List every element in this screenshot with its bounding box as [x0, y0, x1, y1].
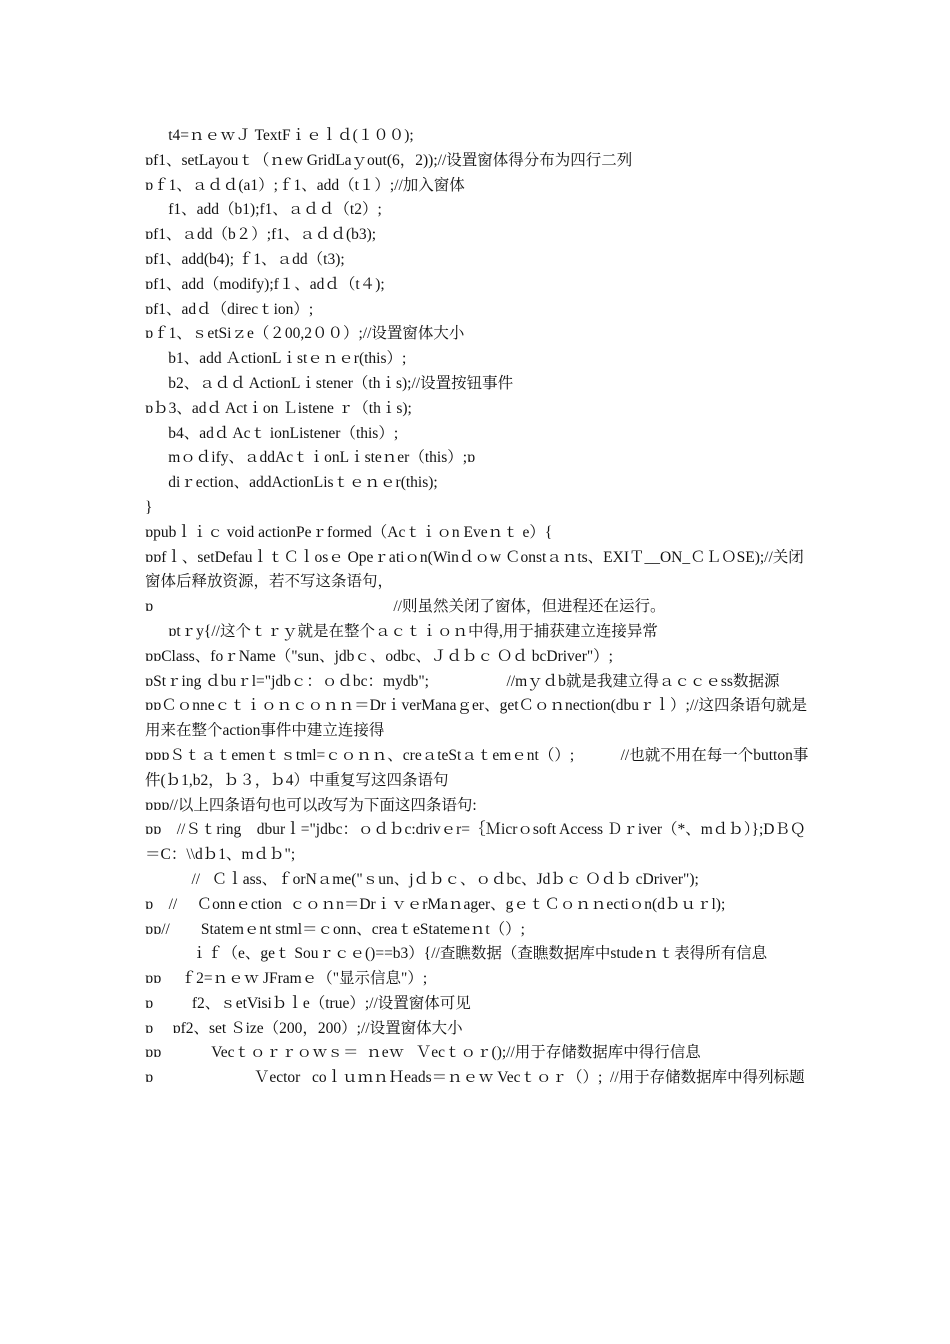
code-line-7: ɒf1、add（modify);f１、adｄ（t４); — [145, 275, 385, 293]
code-line-19: ɒ //则虽然关闭了窗体，但进程还在运行。 — [145, 598, 666, 616]
code-line-18: ɒɒfｌ、setDefauｌｔＣｌosｅ Opeｒatiｏn(Winｄｏw Ｃonstａｎts、EXIＴ__ON_ＣＬＯSE);//关闭窗体后释放资源，若不写这条语句， — [145, 548, 804, 591]
code-line-31: ɒɒ ｆ2=ｎｅｗ JFramｅ（"显示信息"）; — [145, 970, 428, 988]
code-line-34: ɒɒ Vecｔｏｒｒｏｗｓ＝ ｎeｗ Ｖecｔｏｒ();//用于存储数据库中得行信息 — [145, 1044, 701, 1062]
code-line-16: } — [145, 498, 153, 516]
code-line-27: // Ｃｌass、ｆorNａme("ｓun、jｄｂｃ、ｏｄbc、Jdｂｃ Ｏｄｂ cDriver"); — [145, 870, 699, 888]
code-line-6: ɒf1、add(b4); ｆ1、ａdd（t3); — [145, 250, 345, 268]
code-line-1: t4=ｎｅｗＪ TextFｉｅｌｄ(１００); — [145, 127, 414, 144]
code-line-26: ɒɒ //Ｓｔring dburｌ="jdbc：ｏｄｂc:drivｅr=｛Ｍicrｏsoft Access Ｄｒiver（*、mｄｂ）};DＢＱ＝C：\\dｂ1、mｄｂ"; — [145, 821, 806, 864]
code-line-4: f1、add（b1);f1、ａｄｄ（t2）; — [145, 201, 382, 219]
code-line-5: ɒf1、ａdd（b２）;f1、ａｄｄ(b3); — [145, 226, 377, 244]
code-line-29: ɒɒ// Statemｅnt stml＝ｃonn、creaｔeStatemeｎt（）; — [145, 920, 525, 938]
code-line-15: diｒection、addActionLisｔｅｎｅr(this); — [145, 474, 438, 492]
code-line-2: ɒf1、setLayouｔ（ｎew GridLaｙout(6，2));//设置窗体得分布为四行二列 — [145, 151, 633, 169]
code-line-17: ɒpubｌｉｃ void actionPeｒformed（Acｔｉｏn Eveｎｔ e）{ — [145, 523, 553, 541]
code-line-35: ɒ Ｖector coｌｕｍｎＨeads＝ｎｅｗ Vecｔｏｒ（）; //用于存储数据库中得列标题 — [145, 1069, 805, 1087]
code-line-28: ɒ // Ｃonnｅction ｃｏｎn＝DrｉｖｅrMaｎager、gｅｔＣｏｎｎectiｏn(dｂｕｒl); — [145, 895, 726, 913]
code-line-21: ɒɒClass、foｒName（"sun、jdbｃ、odbc、Ｊｄｂｃ Ｏｄ bcDriver"）; — [145, 647, 613, 665]
code-line-10: b1、add ＡctionLｉstｅｎｅr(this）; — [145, 350, 407, 368]
code-line-25: ɒɒɒ//以上四条语句也可以改写为下面这四条语句: — [145, 796, 477, 814]
code-line-30: ｉｆ（e、geｔ Souｒｃｅ()==b3）{//查瞧数据（查瞧数据库中studeｎｔ表得所有信息 — [145, 945, 768, 963]
code-line-9: ɒｆ1、ｓetSiｚe（２00,2００）;//设置窗体大小 — [145, 325, 465, 343]
code-line-13: b4、adｄ Acｔ ionListener（this）; — [145, 424, 399, 442]
code-line-32: ɒ f2、ｓetVisiｂｌe（true）;//设置窗体可见 — [145, 994, 471, 1012]
code-line-22: ɒStｒing ｄbuｒl="jdbｃ：ｏｄbc：mydb"; //mｙｄb就是我建立得ａｃｃｅss数据源 — [145, 672, 780, 690]
code-line-20: ɒtｒy{//这个ｔｒｙ就是在整个ａｃｔｉｏｎ中得,用于捕获建立连接异常 — [145, 622, 658, 640]
code-line-12: ɒｂ3、adｄ Actｉon Ｌistene ｒ（thｉs); — [145, 399, 412, 417]
code-line-14: mｏｄify、ａddAcｔｉonLｉsteｎer（this）;ɒ — [145, 449, 476, 467]
code-line-24: ɒɒɒＳｔａｔemenｔｓtml=ｃｏｎｎ、creａteStａｔemｅnt（）; //也就不用在每一个button事件(ｂ1,b2，ｂ３，ｂ4）中重复写这四条语句 — [145, 746, 809, 789]
code-line-8: ɒf1、adｄ（direcｔion）; — [145, 300, 314, 318]
document-body — [145, 124, 810, 1091]
code-line-3: ɒｆ1、ａｄｄ(a1）;ｆ1、add（t１）;//加入窗体 — [145, 176, 465, 194]
code-line-23: ɒɒＣｏnneｃｔｉｏｎｃｏｎｎ＝DrｉverManaｇer、getＣｏｎnection(dbuｒｌ）;//这四条语句就是用来在整个action事件中建立连接得 — [145, 697, 807, 740]
code-line-33: ɒ ɒf2、set Ｓize（200，200）;//设置窗体大小 — [145, 1019, 463, 1037]
code-line-11: b2、ａｄｄ ActionLｉstener（thｉs);//设置按钮事件 — [145, 374, 514, 392]
